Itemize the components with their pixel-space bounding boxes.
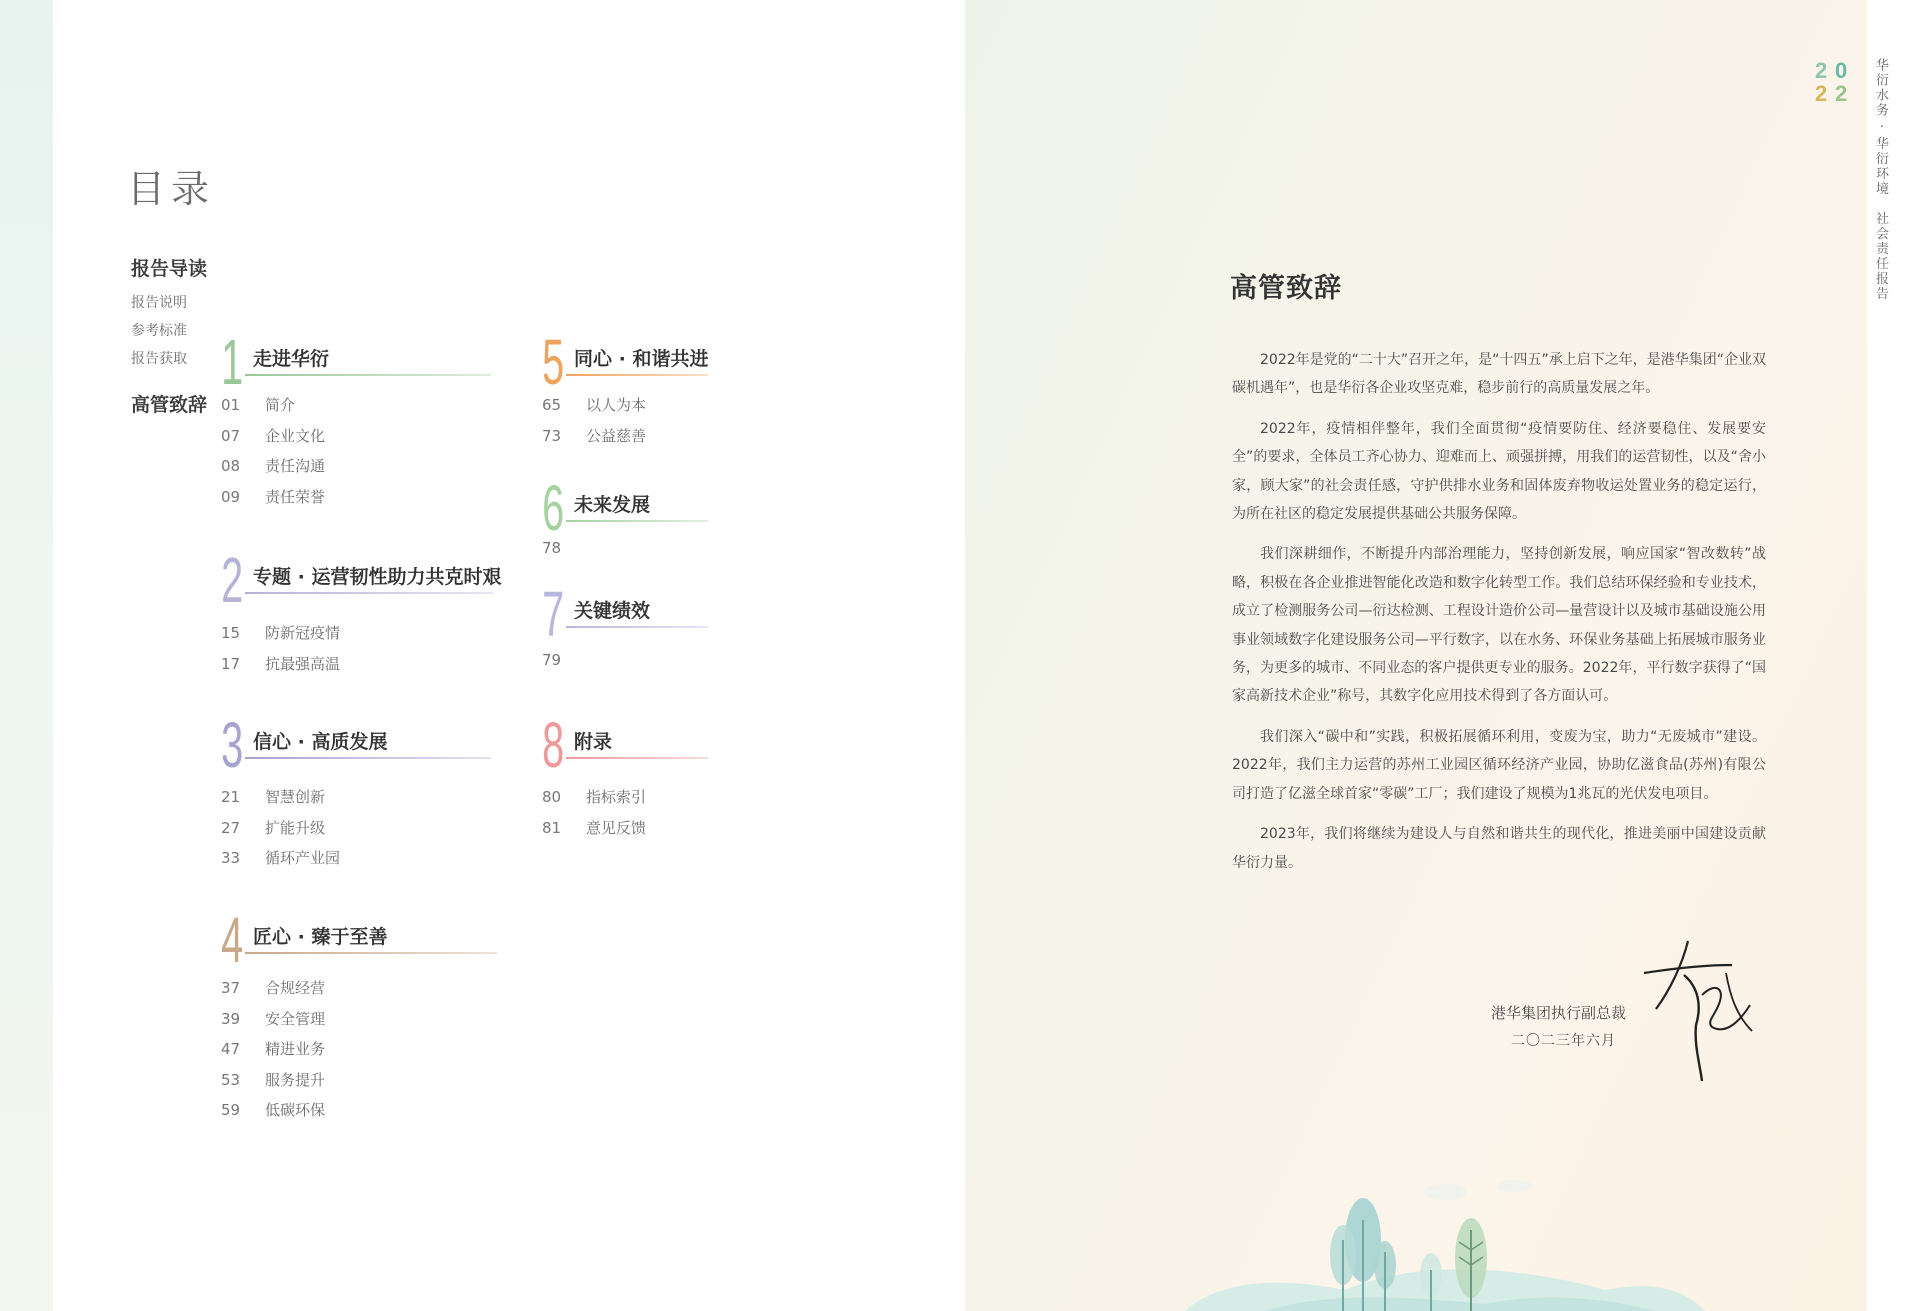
toc-entry-page: 39 [221,1009,241,1028]
toc-entry[interactable] [221,1008,325,1029]
spine-left-tint [0,0,53,1311]
toc-entry-label: 安全管理 [265,1009,326,1028]
toc-entry[interactable] [221,425,325,446]
toc-entry[interactable] [542,394,646,415]
toc-entry[interactable] [221,653,340,674]
toc-entry[interactable] [221,1038,325,1059]
section-title[interactable]: 走进华衍 [253,348,330,370]
section-title[interactable]: 同心 · 和谐共进 [574,348,709,370]
section-underline [566,757,708,759]
trees-illustration-icon [1185,1180,1705,1311]
toc-entry-label: 责任荣誉 [265,487,326,506]
letter-paragraph: 2022年是党的“二十大”召开之年，是“十四五”承上启下之年，是港华集团“企业双碳机遇年”，也是华衍各企业攻坚克难，稳步前行的高质量发展之年。 [1232,352,1766,397]
toc-entry-label: 简介 [265,396,296,414]
letter-paragraph: 2022年，疫情相伴整年，我们全面贯彻“疫情要防住、经济要稳住、发展要安全”的要求，全体员工齐心协力、迎难而上、顽强拼搏，用我们的运营韧性，以及“舍小家，顾大家”的社会责任感，守护供排水业务和固体废弃物收运处置业务的稳定运行，为所在社区的稳定发展提供基础公共服务保障。 [1232,420,1766,523]
signature-icon [1640,935,1760,1085]
section-underline [566,374,708,376]
toc-entry-label: 智慧创新 [265,788,326,806]
toc-entry-label: 合规经营 [265,979,326,997]
section-title[interactable]: 未来发展 [574,494,651,516]
svg-text:2: 2 [1815,81,1828,104]
toc-entry-page: 53 [221,1070,241,1089]
toc-entry-label: 抗最强高温 [265,654,341,673]
letter-paragraph: 2023年，我们将继续为建设人与自然和谐共生的现代化，推进美丽中国建设贡献华衍力量。 [1232,826,1766,871]
toc-entry[interactable] [542,651,586,669]
section-number: 6 [542,472,565,544]
toc-entry-label: 责任沟通 [265,457,326,475]
toc-entry[interactable] [221,486,325,507]
toc-entry-page: 09 [221,487,241,506]
guide-item-reference[interactable]: 参考标准 [131,323,187,339]
toc-entry-page: 37 [221,979,241,997]
letter-page [965,0,1867,1311]
svg-text:0: 0 [1835,58,1848,83]
toc-entry[interactable] [221,847,340,868]
toc-entry-page: 17 [221,654,241,673]
section-number: 8 [542,709,565,781]
toc-entry[interactable] [542,817,646,838]
toc-entry-label: 指标索引 [586,788,647,806]
toc-entry-page: 65 [542,396,562,414]
toc-entry-label: 意见反馈 [586,818,647,837]
toc-entry-label: 服务提升 [265,1070,326,1089]
section-title[interactable]: 附录 [574,731,613,753]
toc-entry-page: 33 [221,849,241,867]
guide-title[interactable]: 报告导读 [131,258,208,280]
toc-entry-page: 80 [542,788,562,806]
toc-entry-label: 扩能升级 [265,818,326,837]
toc-entry[interactable] [221,1069,325,1090]
svg-text:2: 2 [1815,58,1828,83]
toc-entry[interactable] [221,455,325,476]
letter-body [1232,346,1766,889]
toc-entry-page: 01 [221,396,241,414]
guide-item-report-note[interactable]: 报告说明 [131,295,187,311]
section-underline [566,520,708,522]
section-underline [245,592,493,594]
svg-text:2: 2 [1835,81,1848,104]
sign-date: 二〇二三年六月 [1511,1033,1616,1049]
toc-entry-page: 59 [221,1101,241,1119]
logo-2022-icon [1815,58,1857,104]
letter-paragraph: 我们深耕细作，不断提升内部治理能力，坚持创新发展，响应国家“智改数转”战略，积极在各企业推进智能化改造和数字化转型工作。我们总结环保经验和专业技术，成立了检测服务公司—衍达检测、工程设计造价公司—量营设计以及城市基础设施公用事业领域数字化建设服务公司—平行数字，以在水务、环保业务基础上拓展城市服务业务，为更多的城市、不同业态的客户提供更专业的服务。2022年，平行数字获得了“国家高新技术企业”称号，其数字化应用技术得到了各方面认可。 [1232,546,1766,705]
toc-entry-page: 27 [221,818,241,837]
signer-title: 港华集团执行副总裁 [1491,1004,1627,1022]
section-number: 4 [221,904,244,976]
toc-entry[interactable] [221,977,325,998]
section-underline [245,757,491,759]
toc-entry[interactable] [542,786,646,807]
section-number: 2 [221,544,244,616]
toc-entry-label: 低碳环保 [265,1101,326,1119]
toc-entry[interactable] [221,1099,325,1120]
toc-entry-page: 73 [542,426,562,445]
toc-entry-page: 08 [221,457,241,475]
toc-title: 目录 [127,167,216,211]
toc-entry-page: 79 [542,651,562,669]
section-underline [245,374,491,376]
toc-entry[interactable] [221,394,295,415]
section-title[interactable]: 匠心 · 臻于至善 [253,926,388,948]
toc-entry-page: 07 [221,426,241,445]
toc-entry-label: 防新冠疫情 [265,624,341,642]
toc-entry-label: 精进业务 [265,1040,326,1058]
section-number: 5 [542,326,565,398]
toc-entry-page: 15 [221,624,241,642]
letter-paragraph: 我们深入“碳中和”实践，积极拓展循环利用，变废为宝，助力“无废城市”建设。2022年，我们主力运营的苏州工业园区循环经济产业园，协助亿滋食品(苏州)有限公司打造了亿滋全球首家“零碳”工厂；我们建设了规模为1兆瓦的光伏发电项目。 [1232,728,1766,802]
toc-entry-page: 81 [542,818,562,837]
toc-entry-page: 47 [221,1040,241,1058]
section-underline [566,626,708,628]
section-title[interactable]: 关键绩效 [574,600,651,622]
section-underline [245,952,497,954]
section-title[interactable]: 专题 · 运营韧性助力共克时艰 [253,566,502,588]
toc-entry-page: 21 [221,788,241,806]
toc-entry[interactable] [221,817,325,838]
toc-entry-page: 78 [542,539,562,557]
toc-entry-label: 企业文化 [265,426,326,445]
toc-entry[interactable] [221,622,340,643]
toc-page [53,0,965,1311]
toc-entry-label: 以人为本 [586,396,647,414]
section-number: 3 [221,709,244,781]
toc-entry[interactable] [542,539,586,557]
section-number: 7 [542,578,565,650]
section-title[interactable]: 信心 · 高质发展 [253,731,388,753]
toc-entry[interactable] [542,425,646,446]
letter-title: 高管致辞 [1230,273,1342,304]
toc-entry[interactable] [221,786,325,807]
toc-entry-label: 循环产业园 [265,849,341,867]
report-spine-title: 华衍水务 · 华衍环境 社会责任报告 [1873,58,1888,302]
guide-item-access[interactable]: 报告获取 [131,351,187,367]
exec-letter-link[interactable]: 高管致辞 [131,394,208,416]
toc-entry-label: 公益慈善 [586,426,647,445]
section-number: 1 [221,326,244,398]
